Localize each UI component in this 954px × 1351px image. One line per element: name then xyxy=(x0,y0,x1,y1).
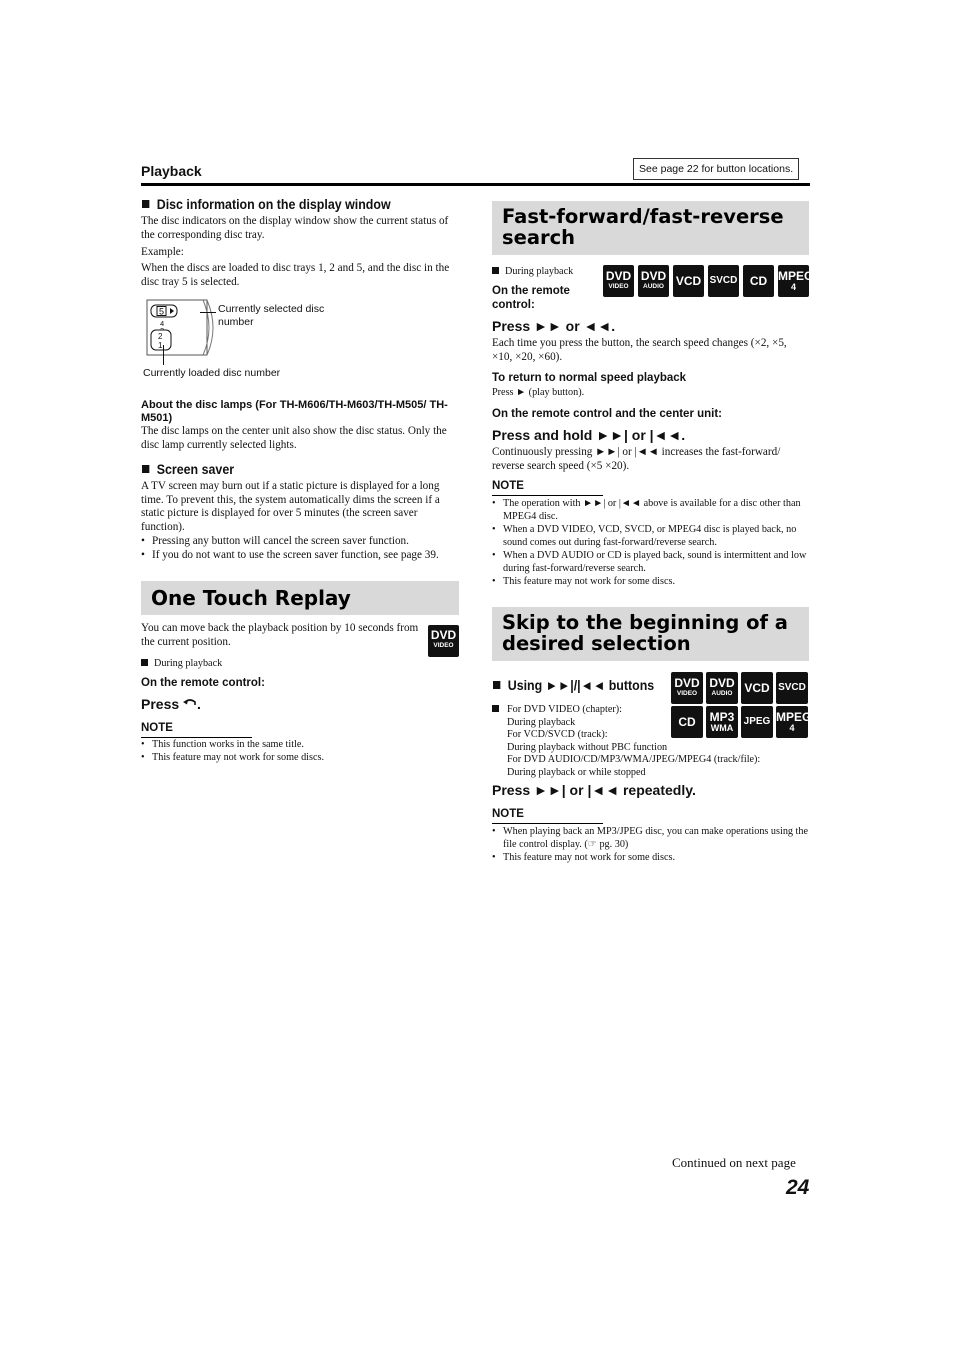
ff-press-hold: Press and hold ►►| or |◄◄. xyxy=(492,427,686,443)
disc-badge-dvd-video: DVD VIDEO xyxy=(603,265,634,297)
disc-badge-mpeg-4: MPEG 4 xyxy=(776,706,808,738)
one-touch-press: Press . xyxy=(141,696,201,712)
disc-badge-svcd: SVCD xyxy=(708,265,739,297)
list-item: • This function works in the same title. xyxy=(141,738,459,751)
example-label: Example: xyxy=(141,246,184,258)
disc-badge-svcd: SVCD xyxy=(776,672,808,704)
button-locations-note: See page 22 for button locations. xyxy=(633,158,799,180)
list-item: • This feature may not work for some discs. xyxy=(492,575,809,588)
ff-title-line1: Fast-forward/fast-reverse xyxy=(502,205,784,228)
list-item: • When a DVD AUDIO or CD is played back, sound is intermittent and low during fast-forward/reverse search. xyxy=(492,549,809,575)
disc-badge-vcd: VCD xyxy=(673,265,704,297)
note-rule xyxy=(492,495,603,496)
screen-saver-text: A TV screen may burn out if a static picture is displayed for a long time. To prevent this, the system automatically dims the screen if a static picture is displayed for over 5 minutes (the screen saver function). xyxy=(141,480,440,533)
one-touch-during: During playback xyxy=(141,657,222,670)
dvd-video-badge: DVD VIDEO xyxy=(428,625,459,657)
screen-saver-bullets xyxy=(141,535,459,562)
header-rule xyxy=(141,183,810,186)
display-window-figure xyxy=(143,298,218,358)
screen-saver-heading: Screen saver xyxy=(142,462,234,477)
ff-press: Press ►► or ◄◄. xyxy=(492,318,616,334)
section-title: Playback xyxy=(141,163,202,179)
disc-badge-dvd-video: DVD VIDEO xyxy=(671,672,703,704)
callout-selected: Currently selected disc number xyxy=(218,303,325,328)
ff-note-label: NOTE xyxy=(492,480,524,492)
list-item: • When a DVD VIDEO, VCD, SVCD, or MPEG4 disc is played back, no sound comes out during fast-forward/reverse search. xyxy=(492,523,809,549)
one-touch-text: You can move back the playback position by 10 seconds from the current position. xyxy=(141,622,419,648)
ff-return-text: Press ► (play button). xyxy=(492,387,585,398)
ff-center-head: On the remote control and the center unit: xyxy=(492,408,723,420)
list-item: • When playing back an MP3/JPEG disc, you can make operations using the file control display. (☞ pg. 30) xyxy=(492,825,809,851)
disc-badge-cd: CD xyxy=(671,706,703,738)
example-text: When the discs are loaded to disc trays 1, 2 and 5, and the disc in the disc tray 5 is selected. xyxy=(141,262,450,288)
disc-badge-vcd: VCD xyxy=(741,672,773,704)
disc-badge-mp3-wma: MP3 WMA xyxy=(706,706,738,738)
disc-digit-4: 4 xyxy=(160,319,165,328)
skip-title-line1: Skip to the beginning of a xyxy=(502,611,788,634)
ff-hold-text: Continuously pressing ►►| or |◄◄ increases the fast-forward/ reverse search speed (×5 ×20). xyxy=(492,446,781,472)
ff-title-line2: search xyxy=(502,226,576,249)
callout-line-loaded xyxy=(163,345,164,365)
callout-line-selected xyxy=(200,312,216,313)
page-number: 24 xyxy=(786,1176,810,1199)
skip-using-heading: Using ►►|/|◄◄ buttons xyxy=(493,678,654,693)
disc-badge-jpeg: JPEG xyxy=(741,706,773,738)
note-rule xyxy=(492,823,603,824)
skip-title-line2: desired selection xyxy=(502,632,691,655)
skip-note-label: NOTE xyxy=(492,808,524,820)
disc-lamps-heading: About the disc lamps (For TH-M606/TH-M603/TH-M505/ TH-M501) xyxy=(141,399,448,424)
disc-badge-dvd-audio: DVD AUDIO xyxy=(638,265,669,297)
list-item: • Pressing any button will cancel the screen saver function. xyxy=(141,535,459,549)
disc-digit-1: 1 xyxy=(158,341,163,350)
one-touch-note-label: NOTE xyxy=(141,722,173,734)
skip-conditions: For DVD VIDEO (chapter): During playback For VCD/SVCD (track): During playback without PBC function For DVD AUDIO/CD/MP3/WMA/JPEG/MPEG4 (track/file): During playback or while stopped xyxy=(492,704,809,780)
one-touch-remote: On the remote control: xyxy=(141,677,265,689)
ff-notes xyxy=(492,497,809,588)
disc-badge-dvd-audio: DVD AUDIO xyxy=(706,672,738,704)
disc-badge-cd: CD xyxy=(743,265,774,297)
skip-press: Press ►►| or |◄◄ repeatedly. xyxy=(492,782,696,798)
disc-digit-2: 2 xyxy=(158,332,163,341)
continued-text: Continued on next page xyxy=(672,1155,796,1170)
callout-loaded: Currently loaded disc number xyxy=(143,367,281,379)
ff-remote: On the remote control: xyxy=(492,285,570,311)
ff-speed-text: Each time you press the button, the search speed changes (×2, ×5, ×10, ×20, ×60). xyxy=(492,337,787,363)
list-item: • The operation with ►►| or |◄◄ above is available for a disc other than MPEG4 disc. xyxy=(492,497,809,523)
one-touch-notes xyxy=(141,738,459,764)
list-item: • If you do not want to use the screen saver function, see page 39. xyxy=(141,549,459,563)
skip-notes xyxy=(492,825,809,864)
one-touch-title: One Touch Replay xyxy=(151,586,351,610)
skip-title-band xyxy=(492,607,809,661)
disc-info-text: The disc indicators on the display window show the current status of the corresponding disc tray. xyxy=(141,215,449,241)
ff-title-band xyxy=(492,201,809,255)
ff-return-head: To return to normal speed playback xyxy=(492,372,687,384)
disc-info-heading: Disc information on the display window xyxy=(142,197,391,212)
disc-badge-mpeg-4: MPEG 4 xyxy=(778,265,809,297)
replay-icon xyxy=(183,699,197,709)
list-item: • This feature may not work for some discs. xyxy=(141,751,459,764)
list-item: • This feature may not work for some discs. xyxy=(492,851,809,864)
ff-during: During playback xyxy=(492,265,573,278)
disc-lamps-text: The disc lamps on the center unit also show the disc status. Only the disc lamp currently selected lights. xyxy=(141,425,447,451)
one-touch-title-band xyxy=(141,581,459,615)
disc-digit-5: 5 xyxy=(159,306,165,317)
